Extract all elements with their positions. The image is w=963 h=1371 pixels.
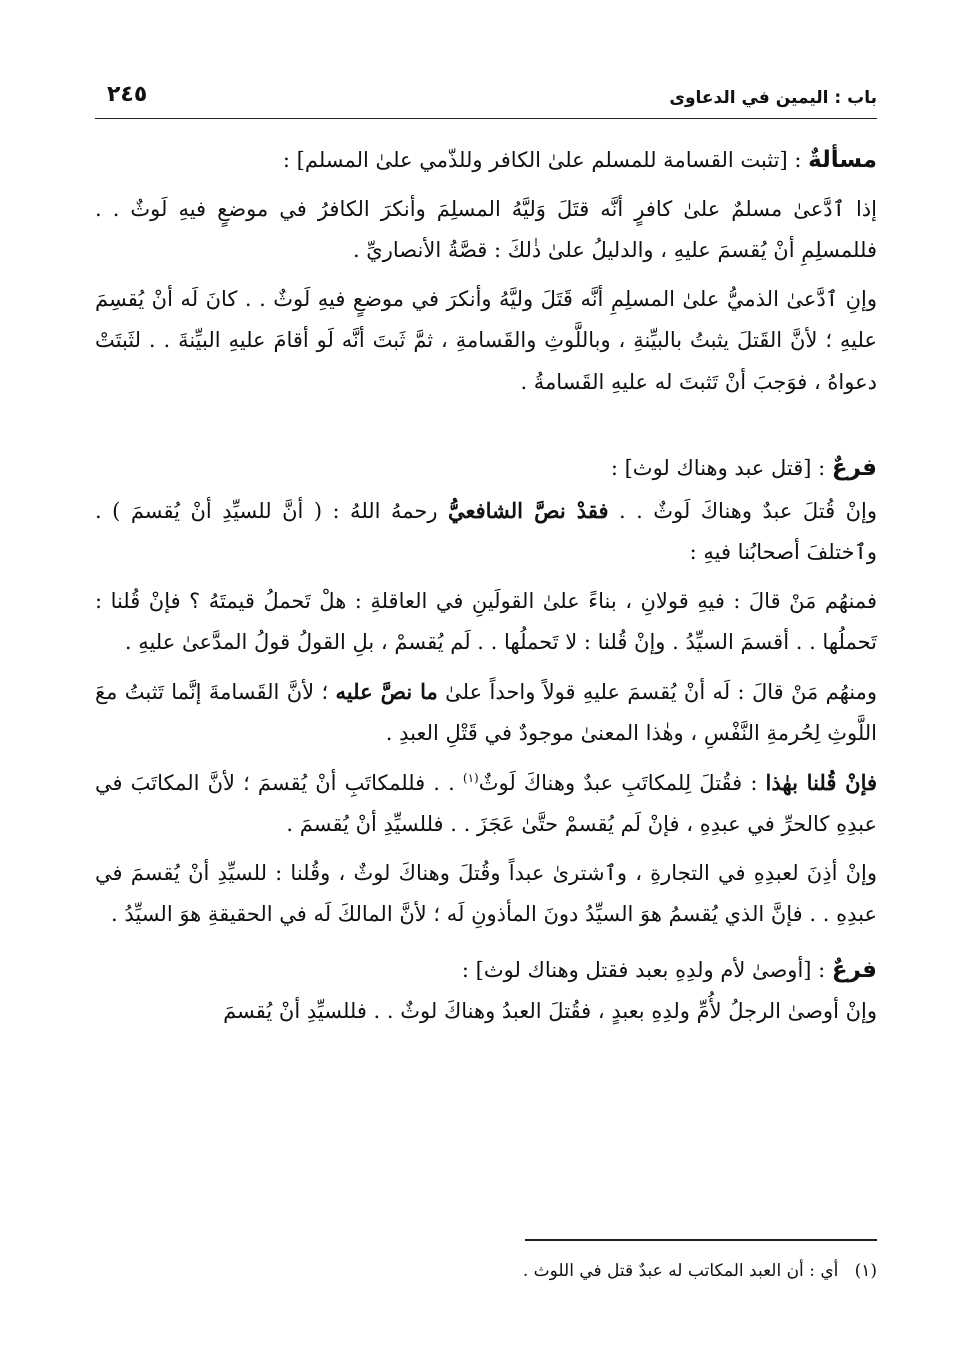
book-page bbox=[95, 78, 877, 1338]
paragraph bbox=[95, 762, 877, 846]
text-run: ؛ لأنَّ القَسامةَ إنَّما تَثبتُ معَ اللَّوثِ لِحُرمةِ النَّفْسِ ، وهٰذا المعنىٰ موجودٌ في قَتْلِ العبدِ . bbox=[95, 679, 877, 745]
text-run: وإنْ قُتلَ عبدٌ وهناكَ لَوثٌ . . bbox=[608, 498, 877, 523]
text-run: . . فللمكاتَبِ أنْ يُقسمَ ؛ لأنَّ المكاتَبَ في عبدِهِ كالحرِّ في عبدِهِ ، فإنْ لَم يُقسمْ حتَّىٰ عَجَزَ . . فللسيِّدِ أنْ يُقسمَ . bbox=[95, 770, 877, 836]
heading-text: : [تثبت القسامة للمسلم علىٰ الكافر وللذّمي علىٰ المسلم] : bbox=[282, 148, 809, 172]
paragraph: فمنهُم مَنْ قالَ : فيهِ قولانِ ، بناءً علىٰ القولَينِ في العاقلةِ : هلْ تَحملُ قيمتَهُ ؟ فإنْ قُلنا : تَحملُها . . أقسمَ السيِّدُ . وإنْ قُلنا : لا تَحملُها . . لَم يُقسمْ ، بلِ القولُ قولُ المدَّعىٰ عليهِ . bbox=[95, 588, 877, 654]
paragraph: وإنْ أذِنَ لعبدِهِ في التجارةِ ، وٱشترىٰ عبداً وقُتلَ وهناكَ لوثٌ ، وقُلنا : للسيِّدِ أنْ يُقسمَ في عبدِهِ . . فإنَّ الذي يُقسمُ هوَ السيِّدُ دونَ المأذونِ لَه ؛ لأنَّ المالكَ لَه في الحقيقةِ هوَ السيِّدُ . bbox=[95, 860, 878, 926]
text-run: ومنهُم مَنْ قالَ : لَه أنْ يُقسمَ عليهِ قولاً واحداً علىٰ bbox=[437, 679, 877, 704]
bold-text: فإنْ قُلنا بهٰذا bbox=[765, 769, 878, 795]
page-body bbox=[95, 140, 877, 1033]
paragraph: وإنْ أوصىٰ الرجلُ لأُمِّ ولدِهِ بعبدٍ ، فقُتلَ العبدُ وهناكَ لوثٌ . . فللسيِّدِ أنْ يُقسمَ bbox=[223, 999, 877, 1023]
section-heading-far bbox=[95, 950, 877, 992]
page-header bbox=[95, 78, 877, 119]
heading-text: : [قتل عبد وهناك لوث] : bbox=[610, 456, 832, 480]
heading-label: فرعٌ bbox=[831, 956, 877, 983]
section-heading-masala bbox=[95, 140, 877, 182]
chapter-title: باب : اليمين في الدعاوى bbox=[669, 88, 877, 108]
heading-label: مسألةٌ bbox=[808, 147, 877, 173]
bold-text: فقدْ نصَّ الشافعيُّ bbox=[447, 497, 609, 523]
footnote bbox=[523, 1256, 877, 1286]
bold-text: ما نصَّ عليه bbox=[335, 678, 438, 704]
footnote-marker: (١) bbox=[854, 1261, 877, 1281]
heading-text: : [أوصىٰ لأم ولدِهِ بعبد فقتل وهناك لوث] : bbox=[461, 957, 832, 982]
page-number: ٢٤٥ bbox=[107, 82, 148, 107]
text-run: : فقُتلَ لِلمكاتَبِ عبدٌ وهناكَ لَوثٌ bbox=[478, 770, 766, 795]
section-heading-far bbox=[95, 448, 877, 490]
paragraph: إذا ٱدَّعىٰ مسلمٌ علىٰ كافرٍ أنَّه قتَلَ وَليَّهُ المسلِمَ وأنكرَ الكافرُ في موضعٍ فيهِ لَوثٌ . . فللمسلِمِ أنْ يُقسمَ عليهِ ، والدليلُ علىٰ ذٰلكَ : قصَّةُ الأنصاريِّ . bbox=[95, 196, 877, 262]
heading-label: فرعٌ bbox=[831, 455, 877, 481]
text-run: رحمهُ اللهُ : ( أنَّ للسيِّدِ أنْ يُقسمَ ) . وٱختلفَ أصحابُنا فيهِ : bbox=[95, 498, 877, 564]
footnote-separator bbox=[525, 1239, 877, 1241]
footnote-text: أي : أن العبد المكاتب له عبدٌ قتل في اللوث . bbox=[522, 1261, 839, 1281]
paragraph bbox=[95, 671, 877, 755]
paragraph: وإنِ ٱدَّعىٰ الذميُّ علىٰ المسلِمِ أنَّه قَتَلَ وليَّهُ وأنكرَ في موضعٍ فيهِ لَوثٌ . . كانَ لَه أنْ يُقسِمَ عليهِ ؛ لأنَّ القَتلَ يثبتُ بالبيِّنةِ ، وباللَّوثِ والقَسامةِ ، ثمَّ ثَبتَ أنَّه لَو أقامَ عليهِ البيِّنةَ . . لثَبتَتْ دعواهُ ، فوَجبَ أنْ تَثبتَ له عليهِ القَسامةُ . bbox=[95, 286, 877, 394]
footnote-ref: (١) bbox=[462, 770, 479, 785]
paragraph bbox=[95, 490, 877, 574]
